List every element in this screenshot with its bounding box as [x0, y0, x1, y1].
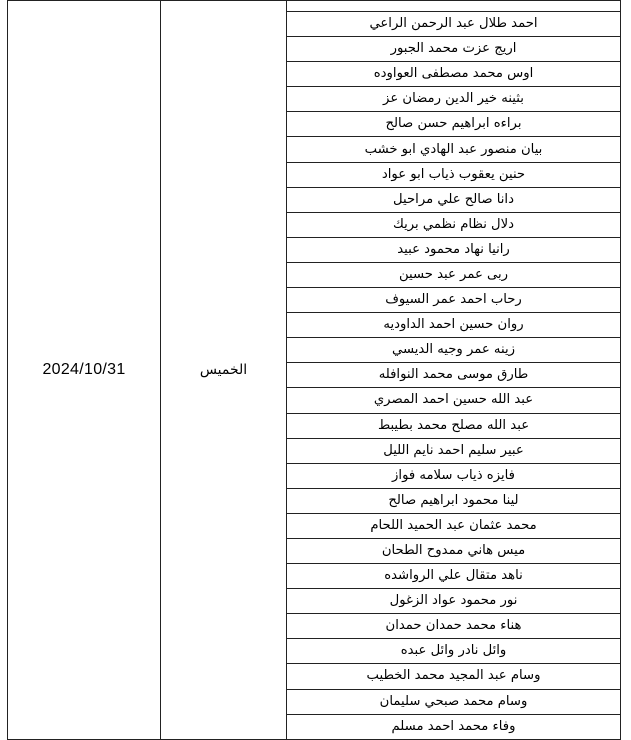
- name-cell: دانا صالح علي مراحيل: [287, 187, 621, 212]
- day-cell: الخميس: [161, 1, 287, 740]
- name-cell: بيان منصور عبد الهادي ابو خشب: [287, 137, 621, 162]
- name-cell: اوس محمد مصطفى العواوده: [287, 62, 621, 87]
- date-cell: 2024/10/31: [8, 1, 161, 740]
- name-cell: وسام محمد صبحي سليمان: [287, 689, 621, 714]
- name-cell: زينه عمر وجيه الديسي: [287, 338, 621, 363]
- name-cell: عبير سليم احمد نايم الليل: [287, 438, 621, 463]
- name-cell: روان حسين احمد الداوديه: [287, 313, 621, 338]
- name-cell: وائل نادر وائل عبده: [287, 639, 621, 664]
- name-cell-empty: [287, 1, 621, 12]
- name-cell: وفاء محمد احمد مسلم: [287, 714, 621, 739]
- name-cell: فايزه ذياب سلامه فواز: [287, 463, 621, 488]
- name-cell: اريج عزت محمد الجبور: [287, 37, 621, 62]
- name-cell: دلال نظام نظمي بريك: [287, 212, 621, 237]
- name-cell: لينا محمود ابراهيم صالح: [287, 488, 621, 513]
- name-cell: رحاب احمد عمر السيوف: [287, 288, 621, 313]
- name-cell: رانيا نهاد محمود عبيد: [287, 237, 621, 262]
- name-cell: ربى عمر عبد حسين: [287, 262, 621, 287]
- name-cell: وسام عبد المجيد محمد الخطيب: [287, 664, 621, 689]
- name-cell: محمد عثمان عبد الحميد اللحام: [287, 513, 621, 538]
- name-cell: حنين يعقوب ذياب ابو عواد: [287, 162, 621, 187]
- name-cell: طارق موسى محمد النوافله: [287, 363, 621, 388]
- roster-table: [7, 0, 621, 740]
- table-row: [8, 1, 621, 12]
- name-cell: نور محمود عواد الزغول: [287, 589, 621, 614]
- name-cell: براءه ابراهيم حسن صالح: [287, 112, 621, 137]
- name-cell: عبد الله مصلح محمد بطيبط: [287, 413, 621, 438]
- name-cell: احمد طلال عبد الرحمن الراعي: [287, 12, 621, 37]
- roster-body: [8, 1, 621, 740]
- name-cell: بثينه خير الدين رمضان عز: [287, 87, 621, 112]
- name-cell: هناء محمد حمدان حمدان: [287, 614, 621, 639]
- name-cell: ميس هاني ممدوح الطحان: [287, 538, 621, 563]
- name-cell: عبد الله حسين احمد المصري: [287, 388, 621, 413]
- name-cell: ناهد متقال علي الرواشده: [287, 564, 621, 589]
